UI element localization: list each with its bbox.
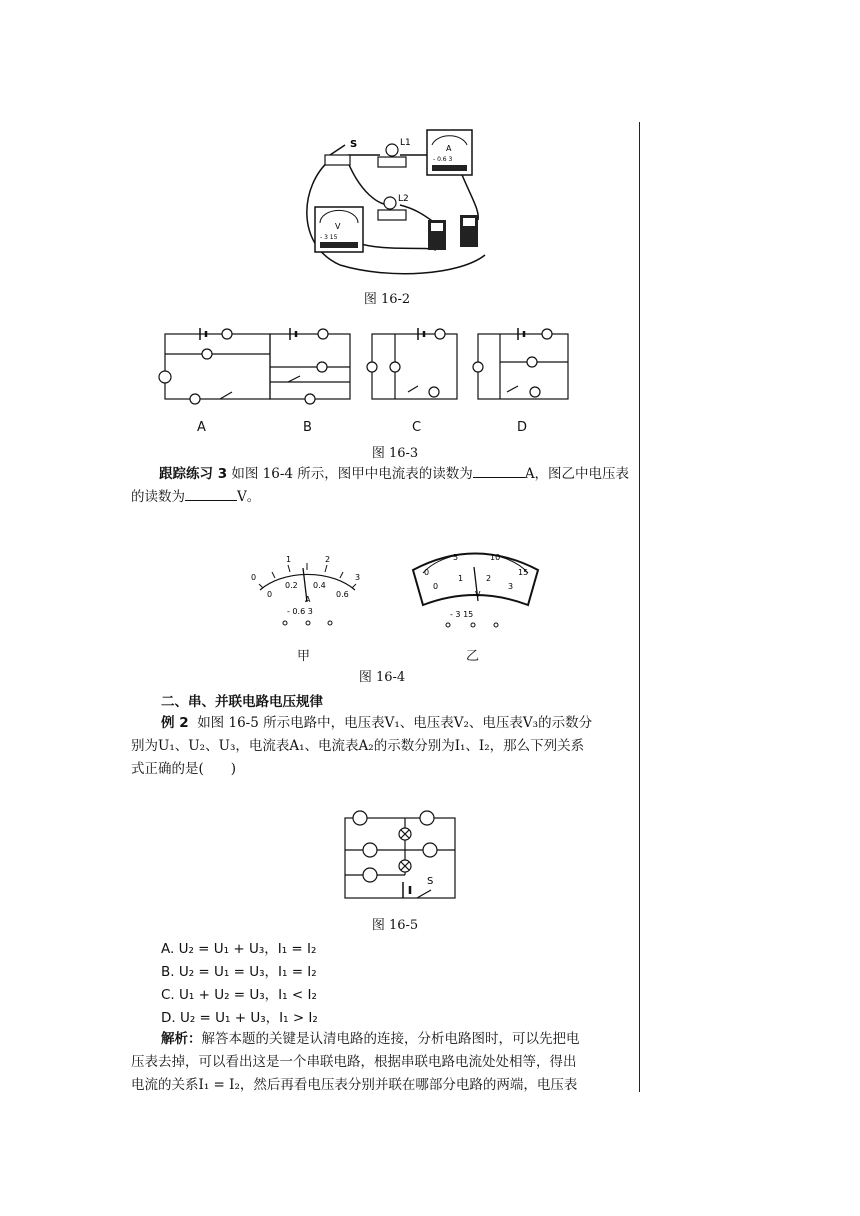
ammeter-terminal-scale: - 0.6 3 bbox=[433, 156, 453, 163]
ammeter-top-tick-2: 2 bbox=[325, 555, 331, 564]
page-margin-rule bbox=[639, 122, 640, 1092]
ammeter-bottom-tick-3: 0.6 bbox=[336, 590, 349, 599]
figure-16-4-left-label: 甲 bbox=[297, 649, 311, 664]
ammeter-top-tick-1: 1 bbox=[286, 555, 292, 564]
example-2-line-3: 式正确的是( ) bbox=[131, 761, 237, 777]
analysis-label: 解析： bbox=[161, 1031, 202, 1047]
exercise-3-text-a: 如图 16-4 所示，图甲中电流表的读数为 bbox=[231, 466, 473, 482]
voltmeter-top-tick-1: 5 bbox=[453, 553, 459, 562]
figure-16-2-illustration bbox=[300, 125, 500, 275]
choice-c[interactable]: C. U₁ + U₂ = U₃，I₁ < I₂ bbox=[161, 987, 317, 1003]
voltmeter-terminal-scale: - 3 15 bbox=[320, 234, 338, 241]
voltmeter-reading-blank[interactable] bbox=[185, 486, 237, 501]
switch-label-s: S bbox=[350, 139, 358, 150]
figure-16-4-ammeter-dial bbox=[245, 550, 370, 635]
choice-b[interactable]: B. U₂ = U₁ = U₃，I₁ = I₂ bbox=[161, 964, 317, 980]
ammeter-top-tick-0: 0 bbox=[251, 573, 257, 582]
ammeter-unit: A bbox=[305, 595, 311, 604]
exercise-3-text-b: A，图乙中电压表的读数为 bbox=[131, 466, 630, 505]
figure-16-4-right-label: 乙 bbox=[466, 649, 480, 664]
analysis-line-1: 解答本题的关键是认清电路的连接，分析电路图时，可以先把电 bbox=[201, 1031, 580, 1047]
ammeter-bottom-tick-1: 0.2 bbox=[285, 581, 298, 590]
example-2-label: 例 2 bbox=[161, 715, 189, 731]
ammeter-reading-blank[interactable] bbox=[473, 463, 525, 478]
voltmeter-bottom-tick-0: 0 bbox=[433, 582, 439, 591]
exercise-3-paragraph bbox=[131, 463, 636, 509]
ammeter-terminals: - 0.6 3 bbox=[287, 607, 313, 616]
voltmeter-top-tick-2: 10 bbox=[490, 553, 501, 562]
figure-16-5-switch-label: S bbox=[427, 876, 434, 887]
figure-16-4-voltmeter-dial bbox=[408, 545, 543, 635]
figure-16-2-caption: 图 16-2 bbox=[363, 292, 411, 307]
figure-16-5-caption: 图 16-5 bbox=[371, 918, 419, 933]
voltmeter-top-tick-0: 0 bbox=[424, 568, 430, 577]
figure-16-3-diagrams bbox=[150, 322, 580, 412]
analysis-paragraph bbox=[131, 1028, 636, 1097]
ammeter-letter: A bbox=[446, 144, 452, 153]
exercise-3-text-c: V。 bbox=[237, 489, 261, 505]
figure-16-3-caption: 图 16-3 bbox=[371, 446, 419, 461]
figure-16-3-label-d: D bbox=[517, 420, 528, 435]
section-2-heading: 二、串、并联电路电压规律 bbox=[161, 694, 323, 710]
voltmeter-terminals: - 3 15 bbox=[450, 610, 474, 619]
voltmeter-top-tick-3: 15 bbox=[518, 568, 529, 577]
analysis-line-3: 电流的关系I₁ = I₂，然后再看电压表分别并联在哪部分电路的两端，电压表 bbox=[131, 1077, 578, 1093]
ammeter-top-tick-3: 3 bbox=[355, 573, 361, 582]
example-2-line-2: 别为U₁、U₂、U₃，电流表A₁、电流表A₂的示数分别为I₁、I₂，那么下列关系 bbox=[131, 738, 585, 754]
example-2-paragraph bbox=[131, 712, 636, 781]
figure-16-3-label-c: C bbox=[412, 420, 422, 435]
ammeter-bottom-tick-0: 0 bbox=[267, 590, 273, 599]
voltmeter-bottom-tick-2: 2 bbox=[486, 574, 492, 583]
choice-a[interactable]: A. U₂ = U₁ + U₃，I₁ = I₂ bbox=[161, 941, 317, 957]
voltmeter-letter: V bbox=[335, 222, 341, 231]
figure-16-4-caption: 图 16-4 bbox=[358, 670, 406, 685]
analysis-line-2: 压表去掉，可以看出这是一个串联电路，根据串联电路电流处处相等，得出 bbox=[131, 1054, 577, 1070]
bulb-label-l2: L2 bbox=[398, 194, 409, 204]
figure-16-3-label-a: A bbox=[197, 420, 206, 435]
figure-16-5-circuit bbox=[335, 810, 465, 900]
exercise-3-label: 跟踪练习 3 bbox=[159, 466, 228, 482]
example-2-line-1: 如图 16-5 所示电路中，电压表V₁、电压表V₂、电压表V₃的示数分 bbox=[197, 715, 593, 731]
choice-d[interactable]: D. U₂ = U₁ + U₃，I₁ > I₂ bbox=[161, 1010, 318, 1026]
voltmeter-bottom-tick-3: 3 bbox=[508, 582, 514, 591]
voltmeter-bottom-tick-1: 1 bbox=[458, 574, 464, 583]
bulb-label-l1: L1 bbox=[400, 138, 411, 148]
ammeter-bottom-tick-2: 0.4 bbox=[313, 581, 326, 590]
voltmeter-unit: V bbox=[475, 590, 481, 599]
figure-16-3-label-b: B bbox=[303, 420, 312, 435]
